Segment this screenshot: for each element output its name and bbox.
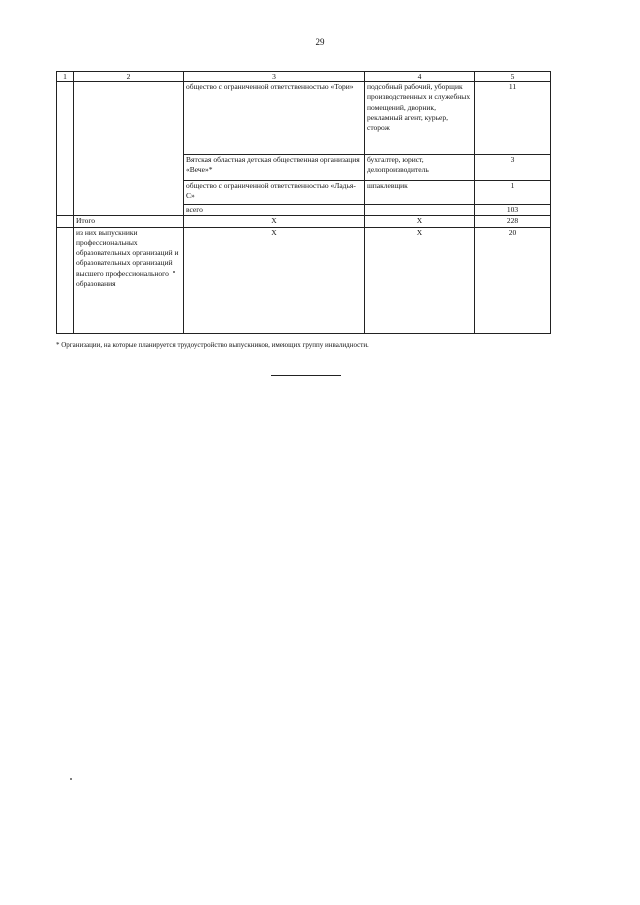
total-col3: X (184, 216, 365, 227)
data-table (56, 71, 551, 334)
header-cell-1: 1 (57, 72, 74, 82)
org-name-cell: общество с ограниченной ответственностью «Ладья-С» (184, 181, 365, 205)
graduates-label: из них выпускники профессиональных образовательных организаций и образовательных организаций высшего профессионального образования (74, 227, 184, 333)
header-cell-5: 5 (475, 72, 551, 82)
header-cell-2: 2 (74, 72, 184, 82)
graduates-row (57, 227, 551, 333)
count-cell: 1 (475, 181, 551, 205)
subtotal-count: 103 (475, 205, 551, 216)
org-name-cell: Вятская областная детская общественная организация «Вече»* (184, 155, 365, 181)
subtotal-label: всего (184, 205, 365, 216)
end-divider (271, 375, 341, 376)
org-name-cell: общество с ограниченной ответственностью «Тори» (184, 82, 365, 155)
graduates-col4: X (365, 227, 475, 333)
profession-cell: шпаклевщик (365, 181, 475, 205)
total-col4: X (365, 216, 475, 227)
count-cell: 11 (475, 82, 551, 155)
graduates-col3: X (184, 227, 365, 333)
subtotal-empty-cell (365, 205, 475, 216)
profession-cell: бухгалтер, юрист, делопроизводитель (365, 155, 475, 181)
total-row (57, 216, 551, 227)
graduates-count: 20 (475, 227, 551, 333)
table-row (57, 82, 551, 155)
footnote: * Организации, на которые планируется трудоустройство выпускников, имеющих группу инвалидности. (56, 341, 369, 349)
count-cell: 3 (475, 155, 551, 181)
row-number-cell (57, 82, 74, 216)
header-cell-3: 3 (184, 72, 365, 82)
total-number-cell (57, 216, 74, 227)
category-cell (74, 82, 184, 216)
header-cell-4: 4 (365, 72, 475, 82)
total-count: 228 (475, 216, 551, 227)
profession-cell: подсобный рабочий, уборщик производственных и служебных помещений, дворник, рекламный агент, курьер, сторож (365, 82, 475, 155)
scan-speck (70, 778, 72, 780)
total-label: Итого (74, 216, 184, 227)
page-number: 29 (315, 37, 325, 47)
table-header-row (57, 72, 551, 82)
graduates-number-cell (57, 227, 74, 333)
scan-speck (173, 271, 175, 273)
